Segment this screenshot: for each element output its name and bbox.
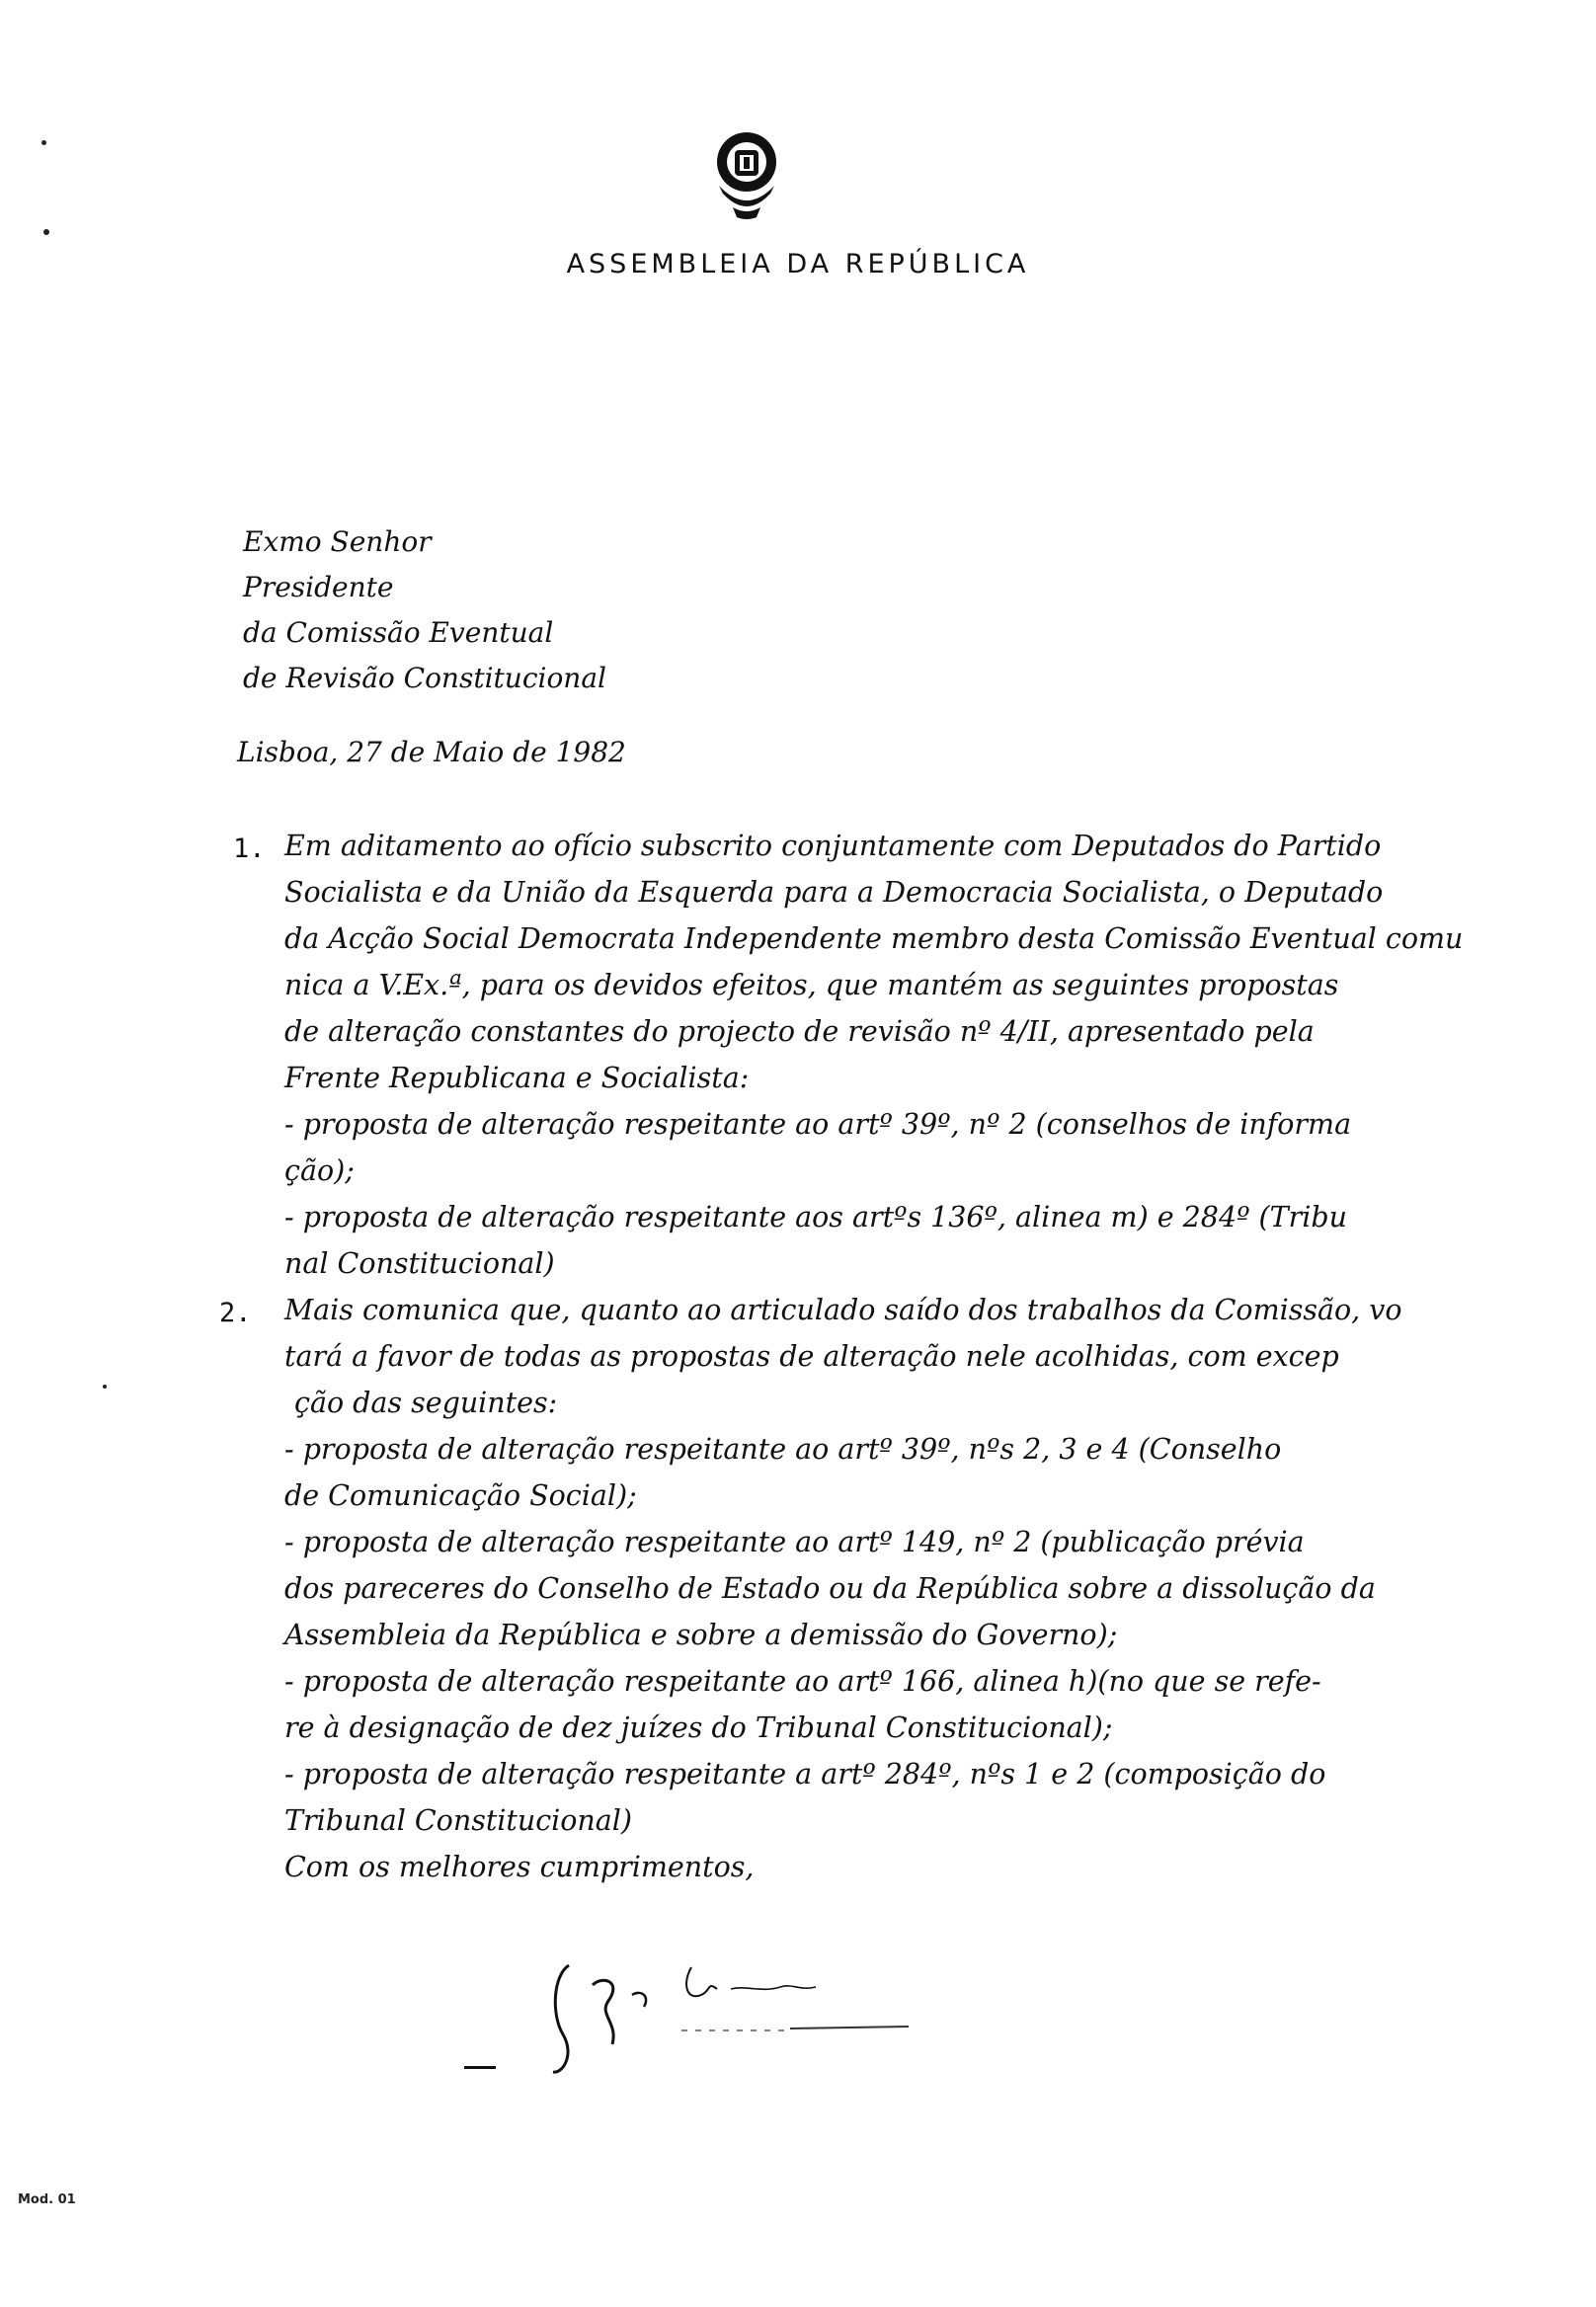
addressee-line: da Comissão Eventual <box>243 616 554 649</box>
body-line: Frente Republicana e Socialista: <box>284 1062 750 1094</box>
letter-date: Lisboa, 27 de Maio de 1982 <box>237 736 626 768</box>
form-code: Mod. 01 <box>18 2192 76 2207</box>
signature-stroke <box>464 2066 496 2069</box>
organization-title: ASSEMBLEIA DA REPÚBLICA <box>566 249 1030 279</box>
body-line: - proposta de alteração respeitante ao artº 166, alinea h)(no que se refe- <box>284 1665 1321 1698</box>
scan-speck <box>43 229 49 235</box>
body-line: - proposta de alteração respeitante ao artº 149, nº 2 (publicação prévia <box>284 1526 1305 1558</box>
coat-of-arms-emblem <box>711 124 782 235</box>
body-line: ção das seguintes: <box>294 1387 558 1419</box>
body-line: re à designação de dez juízes do Tribunal Constitucional); <box>284 1711 1113 1744</box>
body-line: - proposta de alteração respeitante ao artº 39º, nºs 2, 3 e 4 (Conselho <box>284 1433 1282 1466</box>
item-number: 2. <box>219 1298 252 1328</box>
body-line: Mais comunica que, quanto ao articulado saído dos trabalhos da Comissão, vo <box>284 1294 1402 1326</box>
addressee-block <box>243 519 606 701</box>
addressee-line: Presidente <box>243 571 394 603</box>
body-line: dos pareceres do Conselho de Estado ou da República sobre a dissolução da <box>284 1572 1376 1605</box>
body-line: de Comunicação Social); <box>284 1479 637 1512</box>
body-line: ção); <box>284 1154 355 1187</box>
body-line: nal Constitucional) <box>284 1247 555 1280</box>
scan-speck <box>103 1385 107 1389</box>
body-line: da Acção Social Democrata Independente membro desta Comissão Eventual comu <box>284 922 1464 955</box>
addressee-line: de Revisão Constitucional <box>243 662 606 694</box>
item-number: 1. <box>233 834 266 864</box>
body-line: - proposta de alteração respeitante ao artº 39º, nº 2 (conselhos de informa <box>284 1108 1352 1141</box>
body-line: - proposta de alteração respeitante aos artºs 136º, alinea m) e 284º (Tribu <box>284 1201 1348 1233</box>
addressee-line: Exmo Senhor <box>243 525 432 558</box>
handwritten-signature <box>533 1946 1007 2084</box>
closing-line: Com os melhores cumprimentos, <box>284 1851 755 1883</box>
body-line: Socialista e da União da Esquerda para a Democracia Socialista, o Deputado <box>284 876 1384 909</box>
body-line: Tribunal Constitucional) <box>284 1804 633 1837</box>
body-line: - proposta de alteração respeitante a artº 284º, nºs 1 e 2 (composição do <box>284 1758 1326 1790</box>
body-line: de alteração constantes do projecto de revisão nº 4/II, apresentado pela <box>284 1015 1315 1048</box>
body-line: Assembleia da República e sobre a demissão do Governo); <box>284 1619 1118 1651</box>
body-line: Em aditamento ao ofício subscrito conjuntamente com Deputados do Partido <box>284 830 1382 862</box>
scan-speck <box>41 140 46 145</box>
body-line: nica a V.Ex.ª, para os devidos efeitos, que mantém as seguintes propostas <box>284 969 1339 1001</box>
body-line: tará a favor de todas as propostas de alteração nele acolhidas, com excep <box>284 1340 1339 1373</box>
